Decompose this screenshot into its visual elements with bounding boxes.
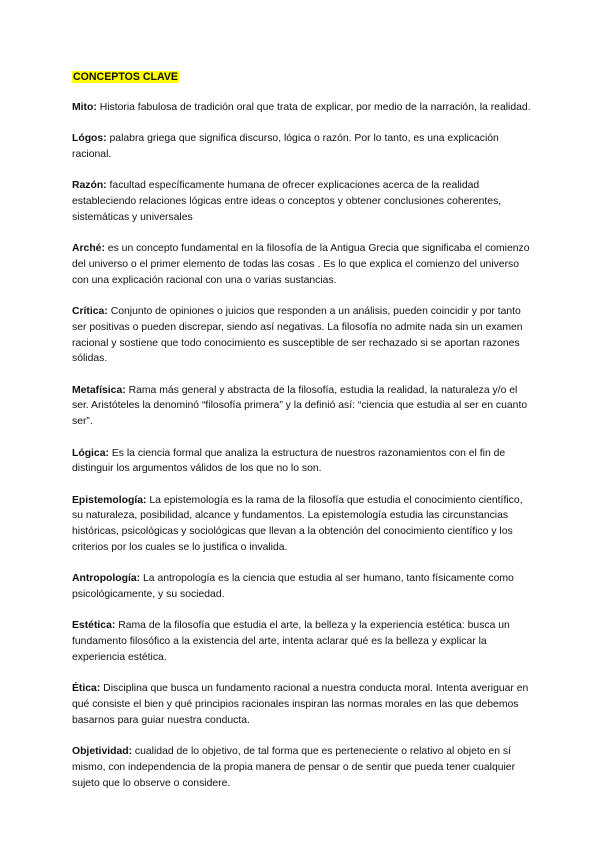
entry-critica <box>72 304 532 367</box>
entry-term: Arché: <box>72 243 105 255</box>
entry-definition: facultad específicamente humana de ofrecer explicaciones acerca de la realidad estableciendo relaciones lógicas entre ideas o conceptos y obtener conclusiones coherentes, sistemáticas y universales <box>72 180 502 223</box>
entry-epistemologia <box>72 493 532 556</box>
entry-term: Objetividad: <box>72 746 133 758</box>
entry-term: Epistemología: <box>72 494 147 506</box>
entry-definition: La epistemología es la rama de la filosofía que estudia el conocimiento científico, su naturaleza, posibilidad, alcance y fundamentos. La epistemología estudia las circunstancias históricas, psicológicas y sociológicas que llevan a la obtención del conocimiento científico y los criterios por los cuales se lo justifica o invalida. <box>72 494 523 554</box>
page-title <box>72 70 532 86</box>
entry-razon <box>72 178 532 225</box>
entry-objetividad <box>72 744 532 791</box>
entry-term: Antropología: <box>72 573 141 585</box>
entry-definition: Es la ciencia formal que analiza la estructura de nuestros razonamientos con el fin de distinguir los argumentos válidos de los que no lo son. <box>72 447 506 475</box>
entry-definition: Historia fabulosa de tradición oral que trata de explicar, por medio de la narración, la realidad. <box>96 101 531 113</box>
entry-definition: La antropología es la ciencia que estudia al ser humano, tanto físicamente como psicológicamente, y su sociedad. <box>72 573 514 601</box>
entry-term: Metafísica: <box>72 384 126 396</box>
entry-term: Lógos: <box>72 133 107 145</box>
page-title-text: CONCEPTOS CLAVE <box>73 71 178 83</box>
entry-mito <box>72 100 532 116</box>
entry-term: Mito: <box>72 101 97 113</box>
entry-definition: palabra griega que significa discurso, lógica o razón. Por lo tanto, es una explicación racional. <box>72 133 499 160</box>
entry-definition: Disciplina que busca un fundamento racional a nuestra conducta moral. Intenta averiguar en qué consiste el bien y qué principios racionales inspiran las normas morales en las que debemos basarnos para guiar nuestra conducta. <box>72 683 529 726</box>
entry-definition: Conjunto de opiniones o juicios que responden a un análisis, pueden coincidir y por tanto ser positivas o pueden discrepar, siendo así negativas. La filosofía no admite nada sin un examen racional y sostiene que todo conocimiento es susceptible de ser rechazado si se aportan razones sólidas. <box>72 305 523 365</box>
entry-term: Razón: <box>72 180 107 192</box>
entry-antropologia <box>72 571 532 603</box>
entry-definition: cualidad de lo objetivo, de tal forma que es perteneciente o relativo al objeto en sí mismo, con independencia de la propia manera de pensar o de sentir que pueda tener cualquier sujeto que lo observe o considere. <box>72 746 516 789</box>
entry-term: Ética: <box>72 683 101 695</box>
entry-term: Lógica: <box>72 447 109 459</box>
entry-logica <box>72 446 532 478</box>
entry-term: Crítica: <box>72 305 108 317</box>
entry-estetica <box>72 618 532 665</box>
entry-metafisica <box>72 383 532 430</box>
document-content <box>72 70 532 807</box>
entry-logos <box>72 131 532 163</box>
entry-etica <box>72 681 532 728</box>
entry-definition: es un concepto fundamental en la filosofía de la Antigua Grecia que significaba el comienzo del universo o el primer elemento de todas las cosas . Es lo que explica el comienzo del universo con una explicación racional con una o varias sustancias. <box>72 243 530 286</box>
entry-term: Estética: <box>72 620 116 632</box>
entry-definition: Rama más general y abstracta de la filosofía, estudia la realidad, la naturaleza y/o el ser. Aristóteles la denominó “filosofía primera” y la definió así: “ciencia que estudia al ser en cuanto ser”. <box>72 384 528 428</box>
entry-definition: Rama de la filosofía que estudia el arte, la belleza y la experiencia estética: busca un fundamento filosófico a la existencia del arte, intenta aclarar qué es la belleza y explicar la experiencia estética. <box>72 620 510 664</box>
entry-arche <box>72 241 532 288</box>
